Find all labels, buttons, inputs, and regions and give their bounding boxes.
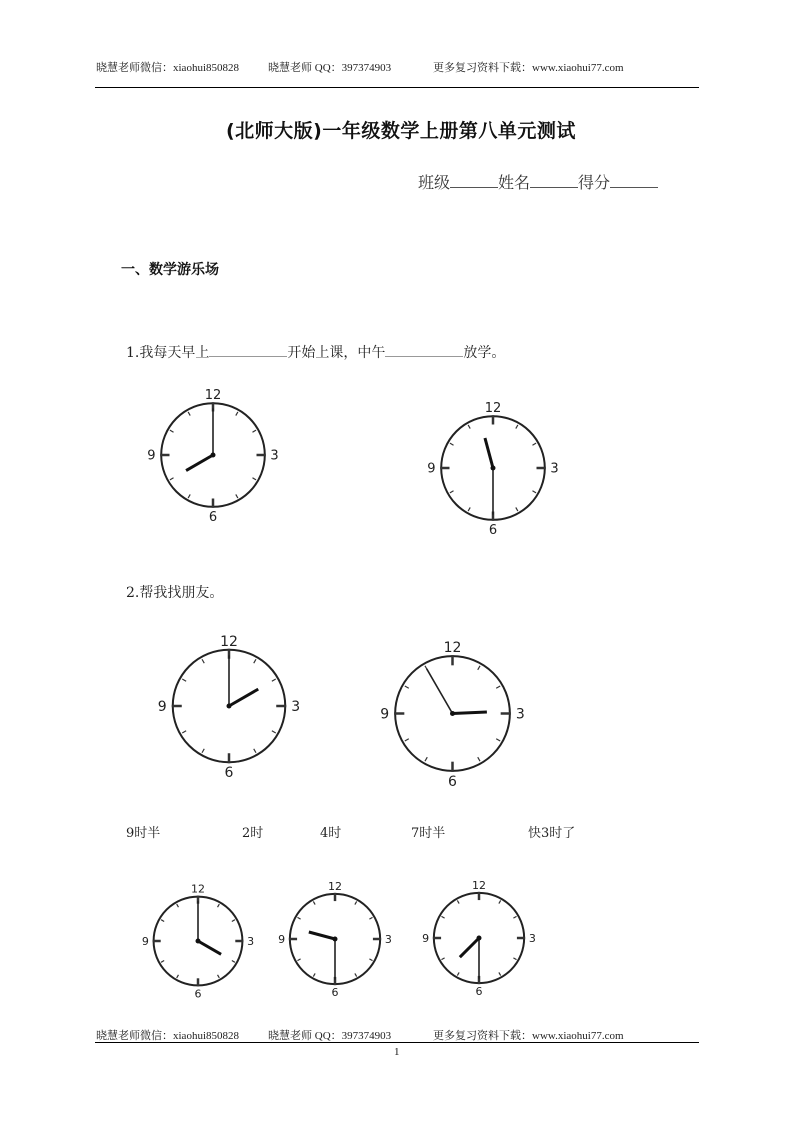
student-info-line xyxy=(418,170,658,193)
option-4: 7时半 xyxy=(411,826,446,841)
footer-qq: 晓慧老师 QQ：397374903 xyxy=(268,1030,392,1042)
clock-face-icon xyxy=(375,636,530,791)
svg-text:3: 3 xyxy=(247,934,255,948)
svg-text:3: 3 xyxy=(528,931,536,945)
option-5: 快3时了 xyxy=(528,826,576,841)
section-heading: 一、数学游乐场 xyxy=(121,262,219,278)
svg-text:3: 3 xyxy=(384,932,392,946)
name-label: 姓名 xyxy=(498,173,531,192)
svg-text:9: 9 xyxy=(147,448,156,464)
svg-text:6: 6 xyxy=(224,765,234,782)
footer-download: 更多复习资料下载：www.xiaohui77.com xyxy=(433,1030,624,1042)
svg-text:12: 12 xyxy=(443,640,462,657)
clock-face-icon xyxy=(153,630,305,782)
footer-wechat: 晓慧老师微信：xiaohui850828 xyxy=(96,1030,239,1042)
clock-face-icon xyxy=(138,881,258,1001)
svg-text:6: 6 xyxy=(194,987,202,1001)
svg-text:12: 12 xyxy=(472,878,486,892)
class-label: 班级 xyxy=(418,173,451,192)
page-title: (北师大版)一年级数学上册第八单元测试 xyxy=(226,120,576,142)
clock-q2-bottom-1 xyxy=(138,881,258,1001)
svg-text:9: 9 xyxy=(141,934,149,948)
clock-q1-1 xyxy=(143,385,283,525)
clock-q2-top-1 xyxy=(153,630,305,782)
svg-text:6: 6 xyxy=(208,509,218,525)
svg-text:12: 12 xyxy=(204,388,222,404)
svg-text:6: 6 xyxy=(448,773,457,790)
svg-text:9: 9 xyxy=(278,932,286,946)
q1-blank-start-time[interactable] xyxy=(209,344,287,357)
svg-text:6: 6 xyxy=(488,522,498,538)
q1-blank-end-time[interactable] xyxy=(385,344,463,357)
svg-text:6: 6 xyxy=(331,986,339,1000)
svg-text:9: 9 xyxy=(157,698,167,715)
svg-text:3: 3 xyxy=(270,448,279,464)
clock-face-icon xyxy=(143,385,283,525)
header-wechat: 晓慧老师微信：xiaohui850828 xyxy=(96,62,239,74)
svg-text:3: 3 xyxy=(515,706,525,723)
footer-rule xyxy=(95,1042,699,1043)
header-qq: 晓慧老师 QQ：397374903 xyxy=(268,62,392,74)
svg-text:6: 6 xyxy=(475,985,483,999)
svg-text:12: 12 xyxy=(220,633,238,650)
q1-prefix: 1.我每天早上 xyxy=(126,345,210,361)
score-blank[interactable] xyxy=(610,173,658,188)
question-1 xyxy=(126,342,505,362)
name-blank[interactable] xyxy=(530,173,578,188)
clock-face-icon xyxy=(423,398,563,538)
clock-q1-2 xyxy=(423,398,563,538)
clock-q2-bottom-2 xyxy=(274,878,396,1000)
page-number: 1 xyxy=(394,1046,400,1058)
svg-text:3: 3 xyxy=(550,461,559,477)
score-label: 得分 xyxy=(578,173,611,192)
svg-text:9: 9 xyxy=(422,931,430,945)
clock-face-icon xyxy=(418,877,540,999)
svg-text:9: 9 xyxy=(380,706,390,723)
clock-face-icon xyxy=(274,878,396,1000)
svg-text:12: 12 xyxy=(328,879,342,893)
option-3: 4时 xyxy=(320,826,342,841)
header-rule xyxy=(95,87,699,88)
svg-text:3: 3 xyxy=(291,698,301,715)
clock-q2-bottom-3 xyxy=(418,877,540,999)
svg-text:12: 12 xyxy=(484,401,502,417)
header-download: 更多复习资料下载：www.xiaohui77.com xyxy=(433,62,624,74)
option-2: 2时 xyxy=(242,826,264,841)
clock-q2-top-2 xyxy=(375,636,530,791)
q1-middle: 开始上课，中午 xyxy=(287,345,386,361)
question-2: 2.帮我找朋友。 xyxy=(126,585,224,601)
option-1: 9时半 xyxy=(126,826,161,841)
svg-text:12: 12 xyxy=(191,882,205,896)
class-blank[interactable] xyxy=(450,173,498,188)
svg-text:9: 9 xyxy=(427,461,436,477)
q1-suffix: 放学。 xyxy=(463,345,506,361)
